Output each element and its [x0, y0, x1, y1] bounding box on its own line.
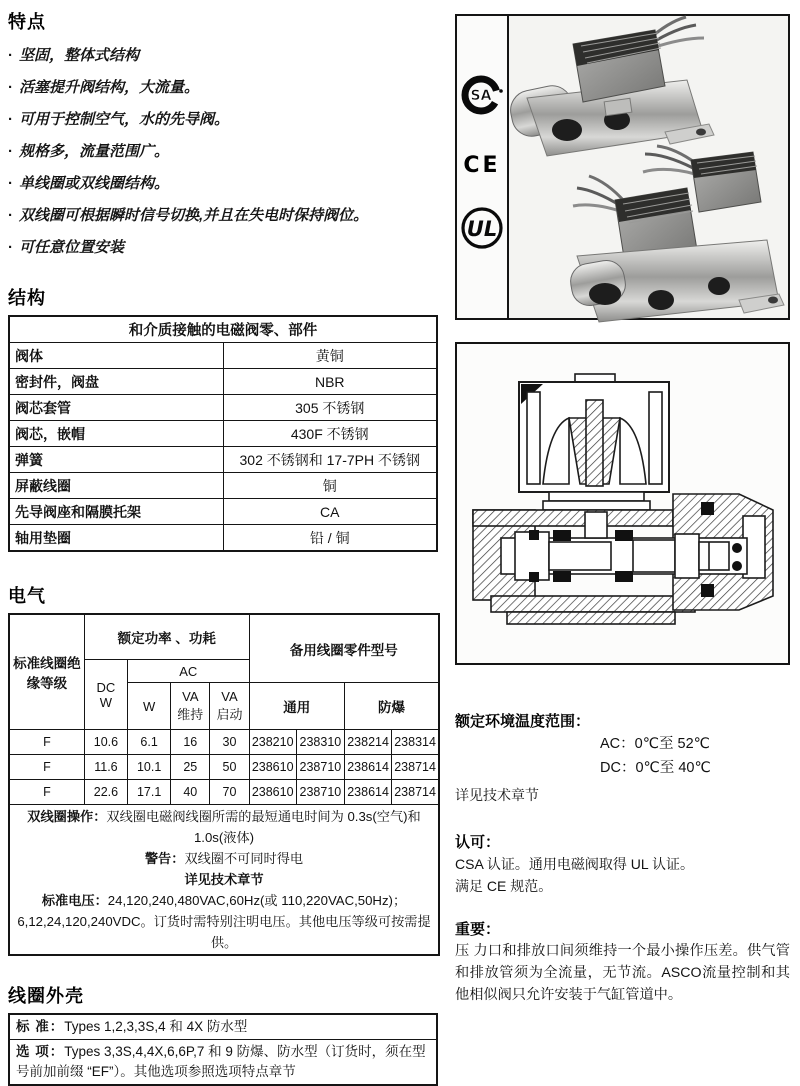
- approval-line: CSA 认证。通用电磁阀取得 UL 认证。: [455, 856, 695, 872]
- va-label: VA: [182, 689, 199, 704]
- structure-label: 屏蔽线圈: [9, 473, 223, 499]
- important-section: [455, 920, 790, 1006]
- table-row: [9, 447, 437, 473]
- structure-value: 302 不锈钢和 17-7PH 不锈钢: [223, 447, 437, 473]
- certification-strip: [457, 16, 509, 318]
- structure-header-row: [9, 316, 437, 343]
- ul-logo-icon: [458, 205, 506, 255]
- feature-item: [8, 238, 440, 257]
- structure-value: 铅 / 铜: [223, 525, 437, 552]
- cell: 238714: [392, 755, 439, 780]
- temperature-section: [455, 712, 790, 806]
- table-row: [9, 1040, 437, 1086]
- note-label: 警告：: [144, 851, 185, 866]
- note-line: [11, 806, 437, 848]
- note-text: 双线圈电磁阀线圈所需的最短通电时间为 0.3s(空气)和 1.0s(液体): [106, 809, 421, 845]
- coil-option-text: Types 3,3S,4,4X,6,6P,7 和 9 防爆、防水型（订货时，须在型号前加前缀 “EF”）。其他选项参照选项特点章节: [16, 1044, 426, 1079]
- note-text: 双线圈不可同时得电: [184, 851, 304, 866]
- elec-col-spare: 备用线圈零件型号: [249, 614, 439, 683]
- structure-label: 先导阀座和隔膜托架: [9, 499, 223, 525]
- feature-text: 规格多，流量范围广。: [19, 143, 170, 160]
- note-line: [11, 890, 437, 953]
- cell: 70: [210, 780, 249, 805]
- structure-value: CA: [223, 499, 437, 525]
- feature-item: [8, 142, 440, 161]
- temperature-dc: DC：0℃至 40℃: [600, 760, 711, 776]
- left-column: [8, 0, 440, 1086]
- structure-label: 阀芯，嵌帽: [9, 421, 223, 447]
- structure-title: 结构: [8, 288, 46, 308]
- note-text: 24,120,240,480VAC,60Hz(或 110,220VAC,50Hz)；6,12,24,120,240VDC。订货时需特别注明电压。其他电压等级可按需提供。: [17, 893, 431, 950]
- bullet-glyph: ·: [8, 207, 13, 224]
- note-line: [11, 869, 437, 890]
- cell: 238614: [345, 780, 392, 805]
- coil-standard-text: Types 1,2,3,3S,4 和 4X 防水型: [64, 1019, 248, 1034]
- electrical-title: 电气: [8, 586, 46, 606]
- csa-logo-icon: [460, 73, 504, 117]
- structure-label: 阀体: [9, 343, 223, 369]
- note-label: 标准电压：: [41, 893, 108, 908]
- cell: 238214: [345, 730, 392, 755]
- cell: 17.1: [128, 780, 171, 805]
- registered-dot: [491, 243, 494, 246]
- feature-item: [8, 78, 440, 97]
- elec-col-power: 额定功率 、功耗: [84, 614, 249, 660]
- cell: 22.6: [84, 780, 127, 805]
- elec-header-row-1: [9, 614, 439, 660]
- table-row: [9, 421, 437, 447]
- cell: 25: [171, 755, 210, 780]
- elec-col-general: 通用: [249, 683, 344, 730]
- cell: 10.1: [128, 755, 171, 780]
- feature-text: 单线圈或双线圈结构。: [19, 175, 170, 192]
- cell: 10.6: [84, 730, 127, 755]
- coil-option-cell: [9, 1040, 437, 1086]
- dc-unit: W: [99, 694, 113, 710]
- electrical-table: [8, 613, 440, 956]
- note-label: 双线圈操作：: [27, 809, 107, 824]
- cell: 238614: [345, 755, 392, 780]
- structure-label: 阀芯套管: [9, 395, 223, 421]
- ul-letters: UL: [466, 217, 498, 241]
- cell: F: [9, 755, 84, 780]
- important-title: 重要：: [455, 921, 501, 938]
- coil-option-label: 选 项：: [16, 1044, 65, 1059]
- elec-col-ac: AC: [128, 660, 250, 683]
- cell: 238314: [392, 730, 439, 755]
- feature-text: 坚固，整体式结构: [19, 47, 140, 64]
- features-title: 特点: [8, 12, 46, 32]
- elec-col-dc: [84, 660, 127, 730]
- cell: 238310: [296, 730, 344, 755]
- feature-item: [8, 206, 440, 225]
- bullet-glyph: ·: [8, 239, 13, 256]
- structure-label: 弹簧: [9, 447, 223, 473]
- product-photo-panel: [455, 14, 790, 320]
- elec-col-insulation: 标准线圈绝缘等级: [9, 614, 84, 730]
- ce-mark-icon: CE: [463, 153, 501, 178]
- temperature-title: 额定环境温度范围：: [455, 713, 591, 730]
- cross-section-illustration: [457, 344, 788, 663]
- va-hold-label: 维持: [177, 707, 204, 722]
- table-row: [9, 525, 437, 552]
- feature-item: [8, 46, 440, 65]
- structure-value: 铜: [223, 473, 437, 499]
- approval-title: 认可：: [455, 834, 501, 851]
- structure-table: [8, 315, 438, 552]
- bullet-glyph: ·: [8, 47, 13, 64]
- valve-body-section: [473, 494, 773, 624]
- coil-housing-title: 线圈外壳: [8, 986, 84, 1006]
- bullet-glyph: ·: [8, 143, 13, 160]
- important-text: 压 力口和排放口间须维持一个最小操作压差。供气管和排放管须为全流量，无节流。ASCO流量控制和其他相似阀只允许安装于气缸管道中。: [455, 943, 790, 1003]
- cross-section-diagram: [455, 342, 790, 665]
- cell: 11.6: [84, 755, 127, 780]
- csa-letters: SA: [470, 88, 492, 104]
- cell: 238710: [296, 780, 344, 805]
- approval-section: [455, 833, 790, 897]
- structure-value: 305 不锈钢: [223, 395, 437, 421]
- table-row: [9, 730, 439, 755]
- structure-label: 密封件，阀盘: [9, 369, 223, 395]
- cell: 16: [171, 730, 210, 755]
- elec-col-va-start: [210, 683, 249, 730]
- cell: F: [9, 780, 84, 805]
- bullet-glyph: ·: [8, 111, 13, 128]
- feature-text: 可用于控制空气，水的先导阀。: [19, 111, 230, 128]
- elec-notes-row: [9, 805, 439, 956]
- valve-photo-illustration: [509, 16, 786, 314]
- elec-col-va-hold: [171, 683, 210, 730]
- temperature-note: 详见技术章节: [455, 787, 539, 803]
- dc-label: DC: [96, 679, 116, 695]
- coil-standard-label: 标 准：: [16, 1019, 65, 1034]
- feature-text: 可任意位置安装: [19, 239, 125, 256]
- elec-col-w: W: [128, 683, 171, 730]
- temperature-ac: AC：0℃至 52℃: [600, 736, 710, 752]
- table-row: [9, 343, 437, 369]
- va-label: VA: [221, 689, 238, 704]
- note-line: [11, 848, 437, 869]
- bullet-glyph: ·: [8, 79, 13, 96]
- cell: F: [9, 730, 84, 755]
- structure-label: 轴用垫圈: [9, 525, 223, 552]
- approval-line: 满足 CE 规范。: [455, 878, 553, 894]
- registered-dot: [499, 89, 503, 93]
- table-row: [9, 473, 437, 499]
- cell: 40: [171, 780, 210, 805]
- cell: 238610: [249, 755, 296, 780]
- cell: 238714: [392, 780, 439, 805]
- valve-photo: [509, 16, 788, 318]
- table-row: [9, 369, 437, 395]
- structure-value: NBR: [223, 369, 437, 395]
- structure-table-header: 和介质接触的电磁阀零、部件: [9, 316, 437, 343]
- cell: 30: [210, 730, 249, 755]
- coil-housing-table: [8, 1013, 438, 1086]
- table-row: [9, 755, 439, 780]
- valve-assembly-single: [507, 17, 714, 156]
- cell: 238710: [296, 755, 344, 780]
- table-row: [9, 780, 439, 805]
- elec-notes: [9, 805, 439, 956]
- cell: 50: [210, 755, 249, 780]
- cell: 238210: [249, 730, 296, 755]
- feature-text: 双线圈可根据瞬时信号切换,并且在失电时保持阀位。: [19, 207, 369, 224]
- note-label: 详见技术章节: [184, 872, 264, 887]
- feature-item: [8, 110, 440, 129]
- right-column: [455, 0, 790, 1006]
- coil-standard-cell: [9, 1014, 437, 1040]
- table-row: [9, 499, 437, 525]
- table-row: [9, 1014, 437, 1040]
- feature-text: 活塞提升阀结构，大流量。: [19, 79, 200, 96]
- elec-col-explosion: 防爆: [345, 683, 440, 730]
- cell: 6.1: [128, 730, 171, 755]
- structure-value: 430F 不锈钢: [223, 421, 437, 447]
- feature-list: [8, 46, 440, 257]
- va-start-label: 启动: [216, 707, 243, 722]
- valve-assembly-dual: [568, 146, 784, 322]
- bullet-glyph: ·: [8, 175, 13, 192]
- cell: 238610: [249, 780, 296, 805]
- table-row: [9, 395, 437, 421]
- structure-value: 黄铜: [223, 343, 437, 369]
- solenoid-coil-section: [519, 374, 669, 510]
- feature-item: [8, 174, 440, 193]
